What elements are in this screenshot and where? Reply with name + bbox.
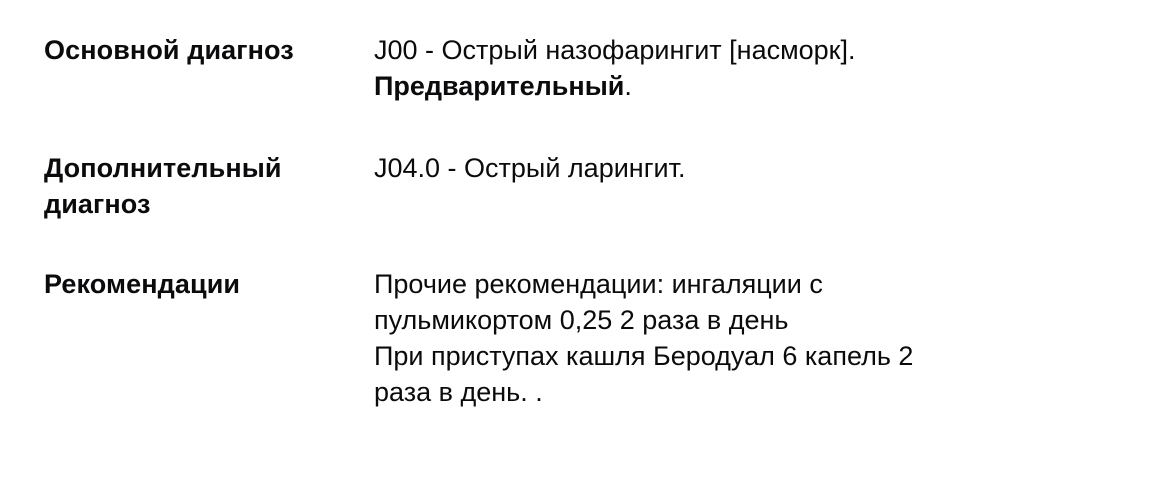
primary-diagnosis-status-period: . (624, 71, 632, 101)
recommendations-line-3: При приступах кашля Беродуал 6 капель 2 (374, 341, 914, 371)
recommendations-line-2: пульмикортом 0,25 2 раза в день (374, 305, 789, 335)
record-recommendations (44, 266, 1130, 410)
record-value-additional-diagnosis (374, 150, 1024, 186)
record-label-primary-diagnosis: Основной диагноз (44, 35, 294, 65)
primary-diagnosis-status: Предварительный (374, 71, 625, 101)
recommendations-line-4: раза в день. . (374, 377, 543, 407)
record-label-recommendations: Рекомендации (44, 269, 241, 299)
record-value-primary-diagnosis (374, 32, 1024, 104)
primary-diagnosis-status-line (374, 68, 1024, 104)
record-primary-diagnosis (44, 32, 1130, 104)
spacer-primary-to-additional (44, 104, 1130, 150)
record-value-recommendations (374, 266, 1024, 410)
record-additional-diagnosis (44, 150, 1130, 222)
spacer-additional-to-recommendations (44, 222, 1130, 266)
primary-diagnosis-code-text: J00 - Острый назофарингит [насморк]. (374, 35, 856, 65)
record-label-additional-diagnosis: Дополнительный диагноз (44, 153, 282, 219)
recommendations-line-1: Прочие рекомендации: ингаляции с (374, 269, 823, 299)
additional-diagnosis-code-text: J04.0 - Острый ларингит. (374, 153, 686, 183)
